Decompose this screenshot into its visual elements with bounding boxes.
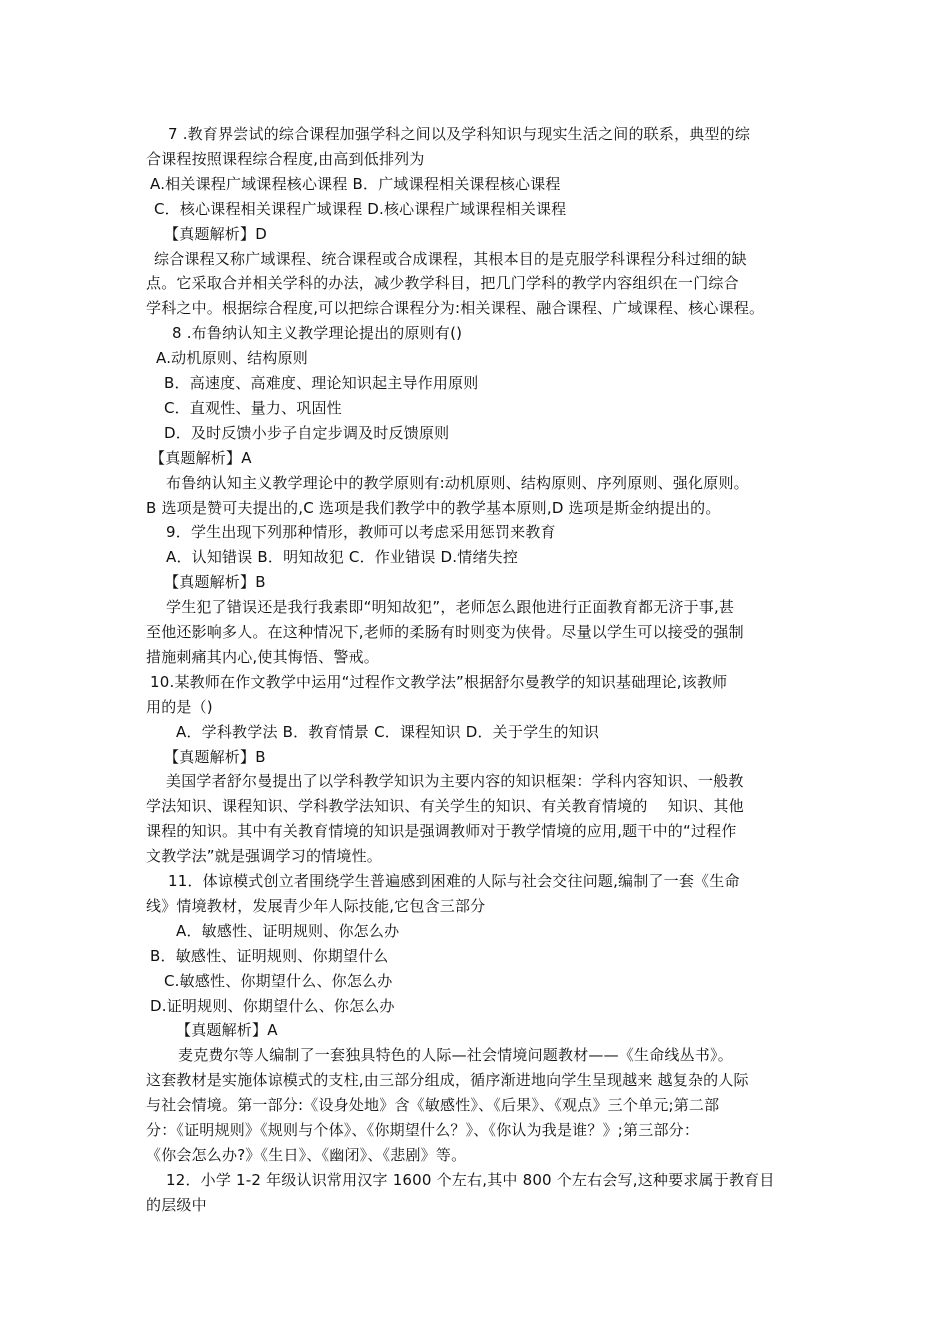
text-line: B．敏感性、证明规则、你期望什么 xyxy=(150,946,389,965)
text-line: 的层级中 xyxy=(146,1195,207,1214)
text-line: 美国学者舒尔曼提出了以学科教学知识为主要内容的知识框架：学科内容知识、一般教 xyxy=(166,772,744,791)
text-line: 布鲁纳认知主义教学理论中的教学原则有:动机原则、结构原则、序列原则、强化原则。 xyxy=(166,473,749,492)
text-line: A.动机原则、结构原则 xyxy=(156,349,308,368)
text-line: 措施刺痛其内心,使其悔悟、警戒。 xyxy=(146,647,379,666)
text-line: 学生犯了错误还是我行我素即“明知故犯”，老师怎么跟他进行正面教育都无济于事,甚 xyxy=(166,598,735,617)
text-line: D.证明规则、你期望什么、你怎么办 xyxy=(150,996,395,1015)
text-line: 《你会怎么办?》《生日》、《幽闭》、《悲剧》等。 xyxy=(146,1145,467,1164)
text-line: 点。它采取合并相关学科的办法，减少教学科目，把几门学科的教学内容组织在一门综合 xyxy=(146,274,739,293)
text-line: 用的是（) xyxy=(146,697,213,716)
text-line: 学法知识、课程知识、学科教学法知识、有关学生的知识、有关教育情境的 知识、其他 xyxy=(146,797,744,816)
text-line: 学科之中。根据综合程度,可以把综合课程分为:相关课程、融合课程、广域课程、核心课程。 xyxy=(146,299,765,318)
text-line: D．及时反馈小步子自定步调及时反馈原则 xyxy=(164,423,450,442)
text-line: 【真题解析】B xyxy=(164,747,266,766)
text-line: A．学科教学法 B．教育情景 C．课程知识 D．关于学生的知识 xyxy=(176,722,600,741)
text-line: C．核心课程相关课程广域课程 D.核心课程广域课程相关课程 xyxy=(154,199,567,218)
text-line: 分：《证明规则》《规则与个体》、《你期望什么？》、《你认为我是谁？》;第三部分： xyxy=(146,1121,700,1139)
text-line: 12．小学 1-2 年级认识常用汉字 1600 个左右,其中 800 个左右会写,这种要求属于教育目 xyxy=(166,1170,775,1189)
text-line: C.敏感性、你期望什么、你怎么办 xyxy=(164,971,393,990)
text-line: 这套教材是实施体谅模式的支柱,由三部分组成，循序渐进地向学生呈现越来 越复杂的人际 xyxy=(146,1071,749,1090)
text-line: C．直观性、量力、巩固性 xyxy=(164,398,342,417)
text-line: 至他还影响多人。在这种情况下,老师的柔肠有时则变为侠骨。尽量以学生可以接受的强制 xyxy=(146,623,744,641)
text-line: 7 .教育界尝试的综合课程加强学科之间以及学科知识与现实生活之间的联系，典型的综 xyxy=(168,125,751,143)
text-line: 课程的知识。其中有关教育情境的知识是强调教师对于教学情境的应用,题干中的“过程作 xyxy=(146,822,737,841)
text-line: A.相关课程广域课程核心课程 B．广域课程相关课程核心课程 xyxy=(150,174,561,193)
text-line: 合课程按照课程综合程度,由高到低排列为 xyxy=(146,149,425,168)
text-line: 线》情境教材，发展青少年人际技能,它包含三部分 xyxy=(146,896,486,915)
text-line: 【真题解析】A xyxy=(176,1021,278,1040)
text-line: 与社会情境。第一部分:《设身处地》含《敏感性》、《后果》、《观点》三个单元;第二部 xyxy=(146,1096,720,1115)
text-line: 9．学生出现下列那种情形，教师可以考虑采用惩罚来教育 xyxy=(166,523,556,542)
text-line: A．敏感性、证明规则、你怎么办 xyxy=(176,921,400,940)
text-line: 【真题解析】A xyxy=(150,448,252,467)
text-line: 麦克费尔等人编制了一套独具特色的人际—社会情境问题教材——《生命线丛书》。 xyxy=(178,1046,733,1065)
text-line: 【真题解析】D xyxy=(164,224,267,243)
text-line: A．认知错误 B．明知故犯 C．作业错误 D.情绪失控 xyxy=(166,548,519,567)
text-line: 10.某教师在作文教学中运用“过程作文教学法”根据舒尔曼教学的知识基础理论,该教师 xyxy=(150,672,728,691)
text-line: B．高速度、高难度、理论知识起主导作用原则 xyxy=(164,374,479,392)
text-line: 8 .布鲁纳认知主义教学理论提出的原则有() xyxy=(172,324,463,343)
text-line: 【真题解析】B xyxy=(164,573,266,592)
text-line: 综合课程又称广域课程、统合课程或合成课程，其根本目的是克服学科课程分科过细的缺 xyxy=(154,249,747,268)
text-line: B 选项是赞可夫提出的,C 选项是我们教学中的教学基本原则,D 选项是斯金纳提出的。 xyxy=(146,498,721,517)
text-line: 11．体谅模式创立者围绕学生普遍感到困难的人际与社会交往问题,编制了一套《生命 xyxy=(168,872,740,890)
text-line: 文教学法”就是强调学习的情境性。 xyxy=(146,847,382,866)
